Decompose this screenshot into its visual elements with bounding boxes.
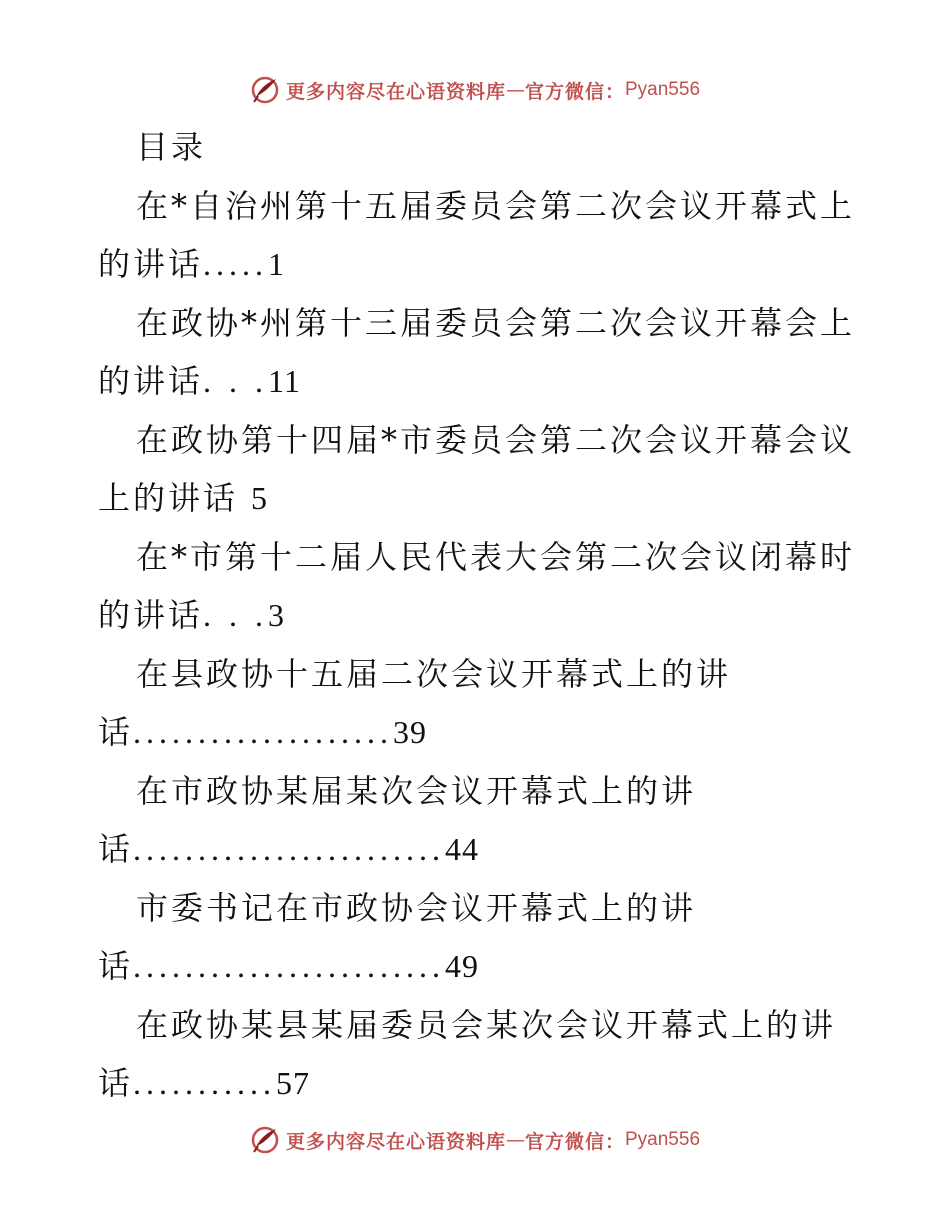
toc-entry[interactable]	[98, 177, 858, 294]
toc-entry-tail-text: 上的讲话	[98, 479, 239, 517]
toc-entry[interactable]	[98, 762, 858, 879]
toc-entry-title: 在市政协某届某次会议开幕式上的讲	[136, 771, 697, 810]
toc-entry-page: 3	[268, 597, 286, 633]
footer-banner	[0, 1120, 950, 1160]
toc-entry[interactable]	[98, 294, 858, 411]
toc-entry-title: 在政协*州第十三届委员会第二次会议开幕会上	[136, 303, 856, 342]
toc-entry-tail-text: 话	[98, 830, 134, 868]
quill-pen-logo-icon	[250, 75, 280, 105]
toc-entry-title: 在县政协十五届二次会议开幕式上的讲	[136, 654, 732, 693]
toc-entry-tail	[98, 937, 858, 996]
toc-entry-tail	[98, 352, 858, 411]
toc-entry-page: 49	[445, 948, 480, 984]
header-banner	[0, 70, 950, 110]
toc-entry-title: 在政协某县某届委员会某次会议开幕式上的讲	[136, 1005, 837, 1044]
header-suffix: 官方微信：	[524, 80, 625, 103]
header-wechat-id: Pyan556	[625, 79, 701, 100]
toc-entry-page: 1	[268, 246, 286, 282]
toc-entry[interactable]	[98, 528, 858, 645]
toc-entry-leader: ...........	[133, 1065, 277, 1101]
toc-entry-title: 在*市第十二届人民代表大会第二次会议闭幕时	[136, 537, 856, 576]
toc-entry-page: 11	[268, 363, 301, 399]
toc-entry-page: 44	[445, 831, 480, 867]
toc-entry-tail-text: 的讲话	[98, 596, 204, 634]
toc-entry-leader: . . .	[203, 363, 269, 399]
toc-entry-leader	[238, 480, 251, 516]
toc-entry[interactable]	[98, 879, 858, 996]
toc-entry-page: 5	[251, 480, 269, 516]
toc-entry-title: 在政协第十四届*市委员会第二次会议开幕会议	[136, 420, 856, 459]
toc-entry-tail	[98, 469, 858, 528]
toc-entry-leader: .....	[203, 246, 269, 282]
toc-entry-leader: ........................	[133, 831, 446, 867]
footer-suffix: 官方微信：	[524, 1130, 625, 1153]
toc-entry-tail	[98, 1054, 858, 1113]
table-of-contents	[98, 118, 858, 1113]
header-separator: —	[505, 79, 525, 101]
toc-entry-tail-text: 话	[98, 713, 134, 751]
toc-entry-title: 市委书记在市政协会议开幕式上的讲	[136, 888, 697, 927]
toc-entry[interactable]	[98, 411, 858, 528]
toc-entry-page: 39	[393, 714, 428, 750]
toc-entry-tail	[98, 235, 858, 294]
toc-entry-tail	[98, 820, 858, 879]
footer-separator: —	[505, 1129, 525, 1151]
toc-entry-tail	[98, 586, 858, 645]
toc-entry[interactable]	[98, 645, 858, 762]
toc-entry-tail-text: 话	[98, 1064, 134, 1102]
quill-pen-logo-icon	[250, 1125, 280, 1155]
toc-entry-tail-text: 的讲话	[98, 245, 204, 283]
toc-entry-page: 57	[276, 1065, 311, 1101]
toc-entry-leader: ....................	[133, 714, 394, 750]
toc-entry-leader: ........................	[133, 948, 446, 984]
footer-text: 更多内容尽在心语资料库	[285, 1130, 506, 1153]
toc-entry[interactable]	[98, 996, 858, 1113]
toc-entry-title: 在*自治州第十五届委员会第二次会议开幕式上	[136, 186, 856, 225]
toc-entry-tail	[98, 703, 858, 762]
toc-entry-leader: . . .	[203, 597, 269, 633]
header-text: 更多内容尽在心语资料库	[285, 80, 506, 103]
footer-wechat-id: Pyan556	[625, 1129, 701, 1150]
toc-entry-tail-text: 的讲话	[98, 362, 204, 400]
toc-entry-tail-text: 话	[98, 947, 134, 985]
toc-title: 目录	[136, 128, 207, 166]
